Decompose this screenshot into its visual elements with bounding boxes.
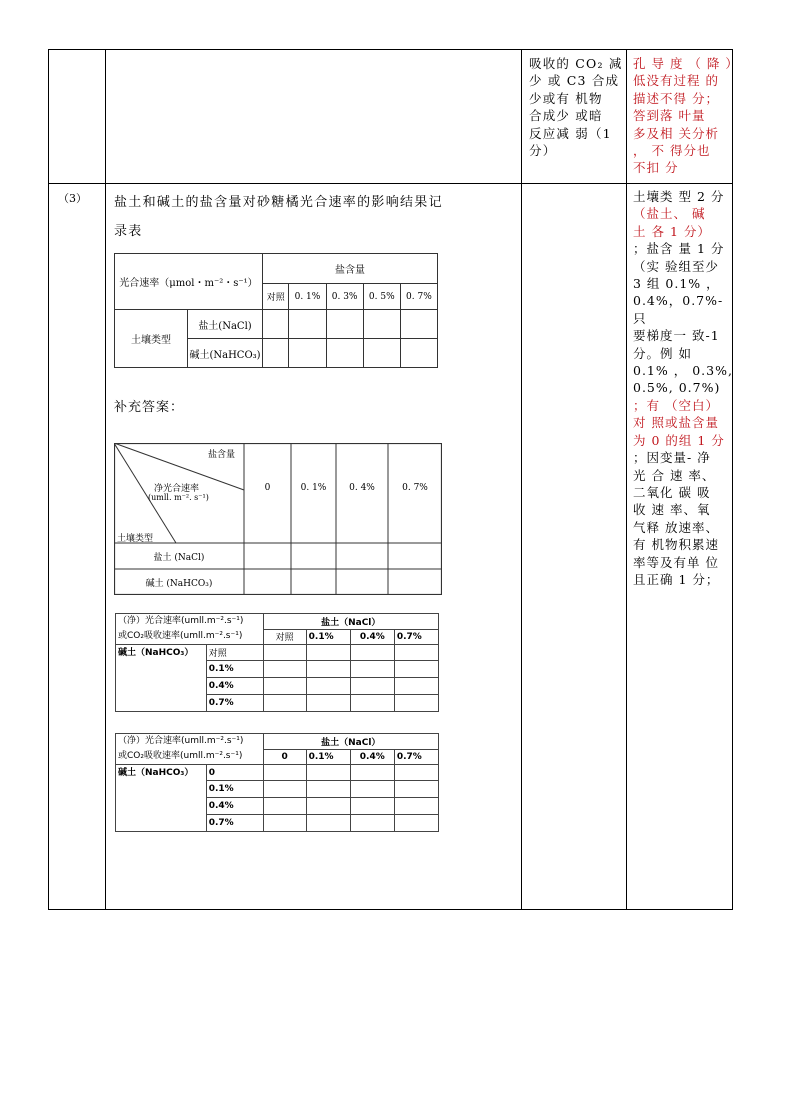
- answer-line: 合成少 或暗: [529, 108, 603, 124]
- empty-cell: [350, 765, 394, 781]
- salt-soil-header: 盐土（NaCl）: [263, 734, 438, 750]
- empty-cell: [350, 695, 394, 712]
- empty-cell: [326, 310, 363, 339]
- col-header: 0.1%: [306, 749, 350, 765]
- row-label: 0.7%: [206, 695, 263, 712]
- empty-cell: [263, 815, 306, 832]
- col-header: 0: [263, 749, 306, 765]
- scoring-line: 二氧化 碳 吸: [633, 484, 711, 500]
- row-label: 盐土(NaCl): [188, 310, 263, 339]
- intro-line: 盐土和碱土的盐含量对砂糖橘光合速率的影响结果记: [114, 195, 443, 210]
- empty-cell: [363, 310, 400, 339]
- col-header: 0. 7%: [400, 284, 437, 310]
- answer-line: 分）: [529, 143, 557, 159]
- alkali-soil-label: 碱土（NaHCO₃）: [116, 645, 207, 712]
- question-number: （3）: [58, 192, 87, 205]
- col-line-4: [626, 49, 627, 910]
- empty-cell: [263, 781, 306, 798]
- empty-cell: [263, 678, 306, 695]
- supplement-table-2: [115, 613, 439, 712]
- soil-type-label: 土壤类型: [115, 310, 188, 368]
- empty-cell: [263, 645, 306, 661]
- row-label: 对照: [206, 645, 263, 661]
- empty-cell: [400, 310, 437, 339]
- scoring-line: 0.1% ， 0.3%,: [633, 363, 733, 379]
- empty-cell: [306, 815, 350, 832]
- empty-cell: [394, 765, 438, 781]
- col-header: 0.4%: [350, 629, 394, 645]
- row1-scoring-cell: [633, 55, 739, 177]
- scoring-line: 不扣 分: [633, 160, 679, 176]
- scoring-line: 要梯度一 致-1: [633, 328, 720, 344]
- empty-cell: [350, 815, 394, 832]
- row-label: 0.1%: [206, 781, 263, 798]
- empty-cell: [289, 339, 326, 368]
- salt-soil-header: 盐土（NaCl）: [263, 614, 439, 630]
- scoring-line: 多及相 关分析: [633, 125, 719, 141]
- empty-cell: [350, 645, 394, 661]
- corner-label-rate: 净光合速率: [154, 484, 200, 494]
- rate-header-line: （净）光合速率(umll.m⁻².s⁻¹): [118, 616, 244, 626]
- col-header: 对照: [263, 284, 289, 310]
- col-line-2: [105, 49, 106, 910]
- empty-cell: [306, 678, 350, 695]
- scoring-line: 为 0 的组 1 分: [633, 432, 725, 448]
- scoring-line: 答到落 叶量: [633, 108, 706, 124]
- supplement-table-3: [115, 733, 439, 832]
- scoring-line: 率等及有单 位: [633, 554, 719, 570]
- empty-cell: [400, 339, 437, 368]
- salt-content-header: 盐含量: [263, 254, 438, 284]
- col-header: 0. 4%: [349, 483, 375, 493]
- col-header: 0.7%: [394, 629, 438, 645]
- row1-answer-cell: [529, 55, 623, 159]
- scoring-line: 0.4%，0.7%- 只: [633, 293, 724, 326]
- empty-cell: [289, 310, 326, 339]
- empty-cell: [350, 661, 394, 678]
- col-header: 0. 7%: [402, 483, 428, 493]
- col-header: 0.4%: [350, 749, 394, 765]
- answer-line: 吸收的 CO₂ 减: [529, 56, 623, 71]
- row-label: 碱土 (NaHCO₃): [145, 579, 213, 589]
- col-header: 0. 1%: [289, 284, 326, 310]
- empty-cell: [263, 339, 289, 368]
- empty-cell: [263, 798, 306, 815]
- scoring-line: ；有 （空白）: [633, 397, 719, 413]
- alkali-soil-label: 碱土（NaHCO₃）: [116, 765, 207, 832]
- question-intro: [114, 188, 514, 246]
- record-table: [114, 253, 438, 368]
- empty-cell: [394, 815, 438, 832]
- empty-cell: [394, 798, 438, 815]
- empty-cell: [394, 678, 438, 695]
- scoring-line: 有 机物积累速: [633, 537, 719, 553]
- empty-cell: [306, 798, 350, 815]
- scoring-line: 对 照或盐含量: [633, 415, 719, 431]
- col-header: 0. 3%: [326, 284, 363, 310]
- col-header: 0: [264, 483, 271, 493]
- empty-cell: [263, 310, 289, 339]
- col-header: 0.1%: [306, 629, 350, 645]
- table-border-top: [48, 49, 733, 50]
- rate-header-line: 或CO₂吸收速率(umll.m⁻².s⁻¹): [118, 751, 243, 761]
- empty-cell: [394, 695, 438, 712]
- answer-line: 少或有 机物: [529, 90, 603, 106]
- row2-scoring-cell: [633, 188, 733, 588]
- scoring-line: （盐土、 碱: [633, 206, 706, 222]
- scoring-line: ；因变量- 净: [633, 450, 711, 466]
- col-header: 0.7%: [394, 749, 438, 765]
- empty-cell: [350, 781, 394, 798]
- empty-cell: [306, 765, 350, 781]
- scoring-line: 土壤类 型 2 分: [633, 189, 725, 204]
- scoring-line: 3 组 0.1% ，: [633, 276, 720, 292]
- scoring-line: 低没有过程 的: [633, 73, 719, 89]
- rate-header-line: 或CO₂吸收速率(umll.m⁻².s⁻¹): [118, 631, 243, 641]
- rate-header-line: （净）光合速率(umll.m⁻².s⁻¹): [118, 736, 244, 746]
- empty-cell: [326, 339, 363, 368]
- intro-line: 录表: [114, 224, 143, 239]
- answer-line: 反应减 弱（1: [529, 125, 612, 141]
- supplement-table-1: [114, 443, 442, 595]
- row-label: 0: [206, 765, 263, 781]
- scoring-line: 描述不得 分；: [633, 90, 719, 106]
- empty-cell: [394, 781, 438, 798]
- row-label: 0.1%: [206, 661, 263, 678]
- col-header: 0. 5%: [363, 284, 400, 310]
- rate-header: [116, 734, 264, 765]
- empty-cell: [306, 695, 350, 712]
- row-label: 盐土 (NaCl): [153, 553, 205, 563]
- empty-cell: [306, 781, 350, 798]
- row-label: 碱土(NaHCO₃): [188, 339, 263, 368]
- col-header: 0. 1%: [300, 483, 327, 493]
- rate-header: [116, 614, 264, 645]
- scoring-line: ， 不 得分也: [633, 143, 711, 159]
- empty-cell: [263, 661, 306, 678]
- scoring-line: 孔 导 度 （ 降 ）: [633, 56, 739, 71]
- scoring-line: 0.5%, 0.7%): [633, 380, 721, 396]
- scoring-line: 气释 放速率、: [633, 519, 719, 535]
- row-divider: [48, 183, 733, 184]
- empty-cell: [306, 661, 350, 678]
- scoring-line: 分。例 如: [633, 345, 692, 361]
- scoring-line: 土 各 1 分）: [633, 223, 711, 239]
- table-border-bottom: [48, 909, 733, 910]
- empty-cell: [394, 661, 438, 678]
- col-line-1: [48, 49, 49, 910]
- table-grid: [114, 443, 442, 595]
- row-label: 0.7%: [206, 815, 263, 832]
- scoring-line: （实 验组至少: [633, 258, 719, 274]
- col-header: 对照: [263, 629, 306, 645]
- row-label: 0.4%: [206, 678, 263, 695]
- scoring-line: 光 合 速 率、: [633, 467, 716, 483]
- scoring-line: ；盐含 量 1 分: [633, 241, 725, 257]
- empty-cell: [306, 645, 350, 661]
- answer-line: 少 或 C3 合成: [529, 73, 620, 89]
- scoring-line: 收 速 率、氧: [633, 502, 711, 518]
- corner-label-soil: 土壤类型: [117, 534, 154, 544]
- empty-cell: [363, 339, 400, 368]
- empty-cell: [263, 695, 306, 712]
- empty-cell: [263, 765, 306, 781]
- scoring-line: 且正确 1 分；: [633, 571, 720, 587]
- row-label: 0.4%: [206, 798, 263, 815]
- empty-cell: [350, 678, 394, 695]
- corner-label-unit: (umll. m⁻². s⁻¹): [148, 493, 209, 502]
- empty-cell: [394, 645, 438, 661]
- empty-cell: [350, 798, 394, 815]
- corner-label-salt: 盐含量: [208, 450, 236, 460]
- col-line-3: [521, 49, 522, 910]
- supplement-label: 补充答案：: [114, 400, 185, 415]
- rate-label: 光合速率（μmol・m⁻²・s⁻¹）: [115, 254, 263, 310]
